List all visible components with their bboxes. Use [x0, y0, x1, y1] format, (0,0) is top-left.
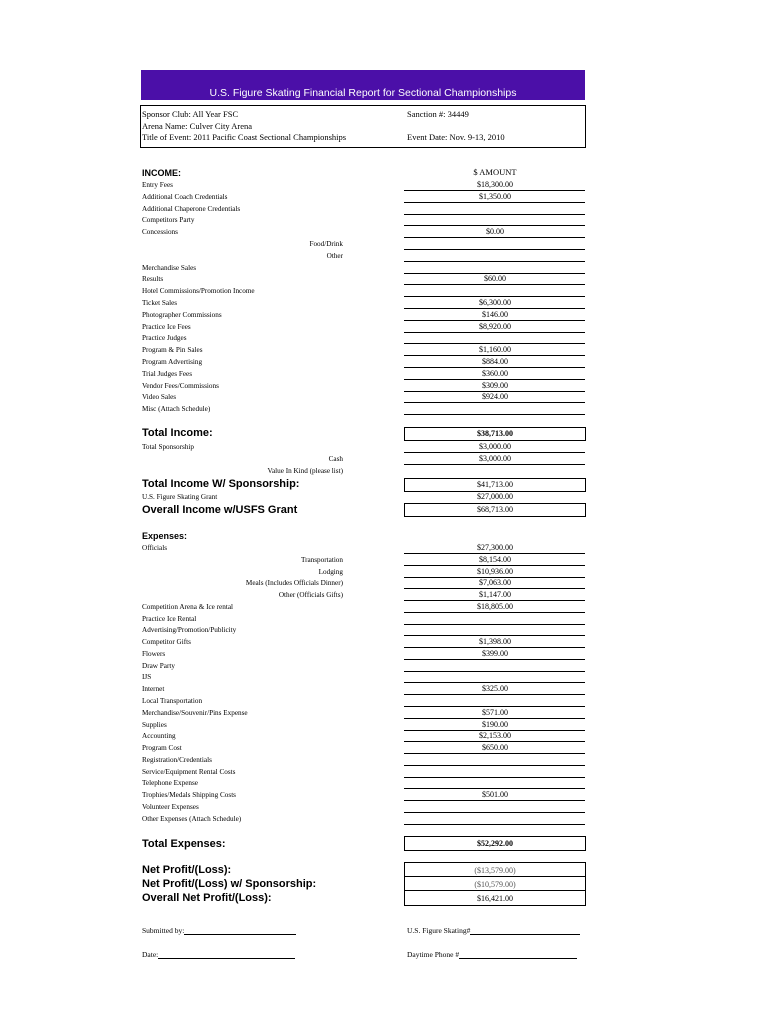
report-title-banner [141, 70, 585, 100]
expense-item-label: Competitor Gifts [142, 638, 191, 647]
expense-item-amount: $325.00 [482, 684, 508, 694]
net-profit-sponsor-label: Net Profit/(Loss) w/ Sponsorship: [142, 878, 317, 890]
amount-underline [404, 671, 585, 672]
divider [404, 464, 585, 465]
amount-underline [404, 812, 585, 813]
income-w-sponsorship-label: Total Income W/ Sponsorship: [142, 478, 300, 490]
overall-income-label: Overall Income w/USFS Grant [142, 504, 298, 516]
amount-heading: $ AMOUNT [473, 167, 517, 177]
income-item-label: Hotel Commissions/Promotion Income [142, 287, 255, 296]
income-item-amount: $924.00 [482, 392, 508, 402]
income-item-label: Photographer Commissions [142, 310, 222, 319]
income-item-label: Merchandise Sales [142, 263, 197, 272]
expense-item-label: Draw Party [142, 661, 175, 670]
expense-item-label: Merchandise/Souvenir/Pins Expense [142, 708, 248, 717]
income-item-label: Video Sales [142, 393, 177, 402]
expense-item-label: Flowers [142, 649, 166, 658]
amount-underline [404, 624, 585, 625]
amount-underline [404, 824, 585, 825]
expense-item-label: Accounting [142, 732, 176, 741]
income-item-amount: $884.00 [482, 357, 508, 366]
income-item-label: Concessions [142, 228, 178, 237]
cash-value: $3,000.00 [479, 454, 511, 463]
expense-item-label: Telephone Expense [142, 779, 198, 788]
net-profit-label: Net Profit/(Loss): [142, 864, 232, 876]
date-field [142, 950, 295, 959]
total-expenses-label: Total Expenses: [142, 838, 226, 850]
overall-income-value: $68,713.00 [477, 505, 513, 514]
income-item-amount: $60.00 [484, 274, 506, 284]
net-profit-value: ($13,579.00) [474, 866, 516, 875]
expense-item-label: Officials [142, 544, 168, 552]
expense-item-amount: $10,936.00 [477, 566, 513, 576]
divider [404, 890, 585, 891]
event-title: Title of Event: 2011 Pacific Coast Sectional Championships [142, 132, 347, 142]
amount-underline [404, 414, 585, 415]
income-item-amount: $309.00 [482, 380, 508, 390]
income-item-label: Competitors Party [142, 216, 195, 225]
income-item-amount: $6,300.00 [479, 298, 511, 307]
income-item-label: Vendor Fees/Commissions [142, 381, 219, 390]
usfs-grant-value: $27,000.00 [477, 492, 513, 501]
amount-underline [404, 800, 585, 801]
income-item-label: Practice Ice Fees [142, 322, 191, 331]
report-title: U.S. Figure Skating Financial Report for Sectional Championships [209, 87, 517, 99]
expense-item-amount: $501.00 [482, 790, 508, 800]
income-item-label: Ticket Sales [142, 299, 178, 307]
overall-net-value: $16,421.00 [477, 894, 513, 903]
income-item-amount: $360.00 [482, 368, 508, 378]
expense-item-amount: $571.00 [482, 707, 508, 717]
income-item-label: Other [326, 251, 343, 260]
income-item-label: Additional Chaperone Credentials [142, 204, 241, 213]
amount-underline [404, 332, 585, 333]
divider [404, 452, 585, 453]
expense-item-label: Program Cost [142, 744, 182, 753]
expense-item-amount: $1,398.00 [479, 637, 511, 647]
usfs-number-line[interactable] [470, 926, 580, 935]
income-item-amount: $1,160.00 [479, 345, 511, 355]
amount-underline [404, 612, 585, 613]
amount-underline [404, 402, 585, 403]
income-heading: INCOME: [142, 168, 181, 178]
expense-item-amount: $27,300.00 [477, 543, 513, 552]
amount-underline [404, 765, 585, 766]
total-sponsorship-value: $3,000.00 [479, 442, 511, 451]
date-line[interactable] [158, 950, 295, 959]
expense-item-amount: $650.00 [482, 743, 508, 753]
usfs-number-field [407, 926, 580, 935]
submitted-by-label: Submitted by: [142, 926, 185, 935]
expense-item-amount: $190.00 [482, 719, 508, 729]
date-label: Date: [142, 950, 159, 959]
expense-item-amount: $8,154.00 [479, 554, 511, 564]
sanction-number: Sanction #: 34449 [407, 109, 469, 119]
amount-underline [404, 202, 585, 203]
total-sponsorship-label: Total Sponsorship [142, 443, 195, 451]
income-item-label: Food/Drink [309, 240, 343, 248]
amount-underline [404, 659, 585, 660]
expense-item-label: Service/Equipment Rental Costs [142, 767, 236, 776]
submitted-by-line[interactable] [184, 926, 296, 935]
sponsor-club: Sponsor Club: All Year FSC [142, 109, 239, 119]
income-item-amount: $18,300.00 [477, 180, 513, 189]
expense-item-label: Internet [142, 685, 165, 694]
income-item-amount: $1,350.00 [479, 191, 511, 201]
amount-underline [404, 777, 585, 778]
expense-item-label: Trophies/Medals Shipping Costs [142, 791, 236, 800]
expense-item-label: Other (Officials Gifts) [278, 591, 343, 600]
expense-item-label: Transportation [300, 555, 343, 564]
expense-item-label: Local Transportation [142, 697, 203, 705]
total-income-label: Total Income: [142, 427, 213, 439]
cash-label: Cash [328, 455, 343, 463]
in-kind-label: Value In Kind (please list) [267, 467, 343, 475]
amount-underline [404, 237, 585, 238]
total-expenses-value: $52,292.00 [477, 839, 513, 848]
divider [404, 876, 585, 877]
amount-underline [404, 284, 585, 285]
expense-item-label: Volunteer Expenses [142, 802, 199, 811]
income-item-label: Entry Fees [142, 181, 173, 189]
usfs-grant-label: U.S. Figure Skating Grant [142, 493, 218, 501]
expense-item-label: Advertising/Promotion/Publicity [142, 626, 237, 635]
expense-item-amount: $7,063.00 [479, 578, 511, 588]
daytime-phone-label: Daytime Phone # [407, 950, 460, 959]
amount-underline [404, 214, 585, 215]
daytime-phone-line[interactable] [459, 950, 577, 959]
expense-item-label: Registration/Credentials [142, 755, 212, 764]
expense-item-label: IJS [142, 673, 152, 682]
expense-item-label: Competition Arena & Ice rental [142, 602, 234, 611]
daytime-phone-field [407, 950, 577, 959]
overall-net-label: Overall Net Profit/(Loss): [142, 892, 272, 904]
expense-item-label: Lodging [318, 567, 343, 576]
income-item-amount: $0.00 [486, 227, 504, 237]
income-item-label: Misc (Attach Schedule) [142, 405, 211, 414]
amount-underline [404, 694, 585, 695]
income-w-sponsorship-value: $41,713.00 [477, 480, 513, 489]
income-item-label: Trial Judges Fees [142, 369, 193, 378]
expense-item-amount: $18,805.00 [477, 601, 513, 611]
expense-item-label: Other Expenses (Attach Schedule) [142, 814, 242, 823]
total-income-value: $38,713.00 [477, 429, 513, 438]
expense-item-amount: $2,153.00 [479, 731, 511, 741]
expenses-heading: Expenses: [142, 531, 188, 541]
usfs-number-label: U.S. Figure Skating# [407, 926, 471, 935]
event-date: Event Date: Nov. 9-13, 2010 [407, 132, 505, 142]
expense-item-amount: $1,147.00 [479, 590, 511, 600]
income-item-label: Program Advertising [142, 358, 203, 366]
income-item-label: Results [142, 275, 164, 284]
amount-underline [404, 249, 585, 250]
expense-item-label: Meals (Includes Officials Dinner) [245, 579, 343, 588]
amount-underline [404, 261, 585, 262]
income-item-label: Program & Pin Sales [142, 346, 203, 355]
expense-item-label: Practice Ice Rental [142, 614, 197, 623]
expense-item-label: Supplies [142, 720, 167, 729]
expense-item-amount: $399.00 [482, 648, 508, 658]
income-item-label: Practice Judges [142, 334, 187, 343]
amount-underline [404, 753, 585, 754]
net-profit-sponsor-value: ($10,579.00) [474, 880, 516, 889]
arena-name: Arena Name: Culver City Arena [142, 121, 252, 131]
income-item-label: Additional Coach Credentials [142, 192, 228, 201]
submitted-by-field [142, 926, 296, 935]
income-item-amount: $8,920.00 [479, 321, 511, 331]
income-item-amount: $146.00 [482, 309, 508, 319]
